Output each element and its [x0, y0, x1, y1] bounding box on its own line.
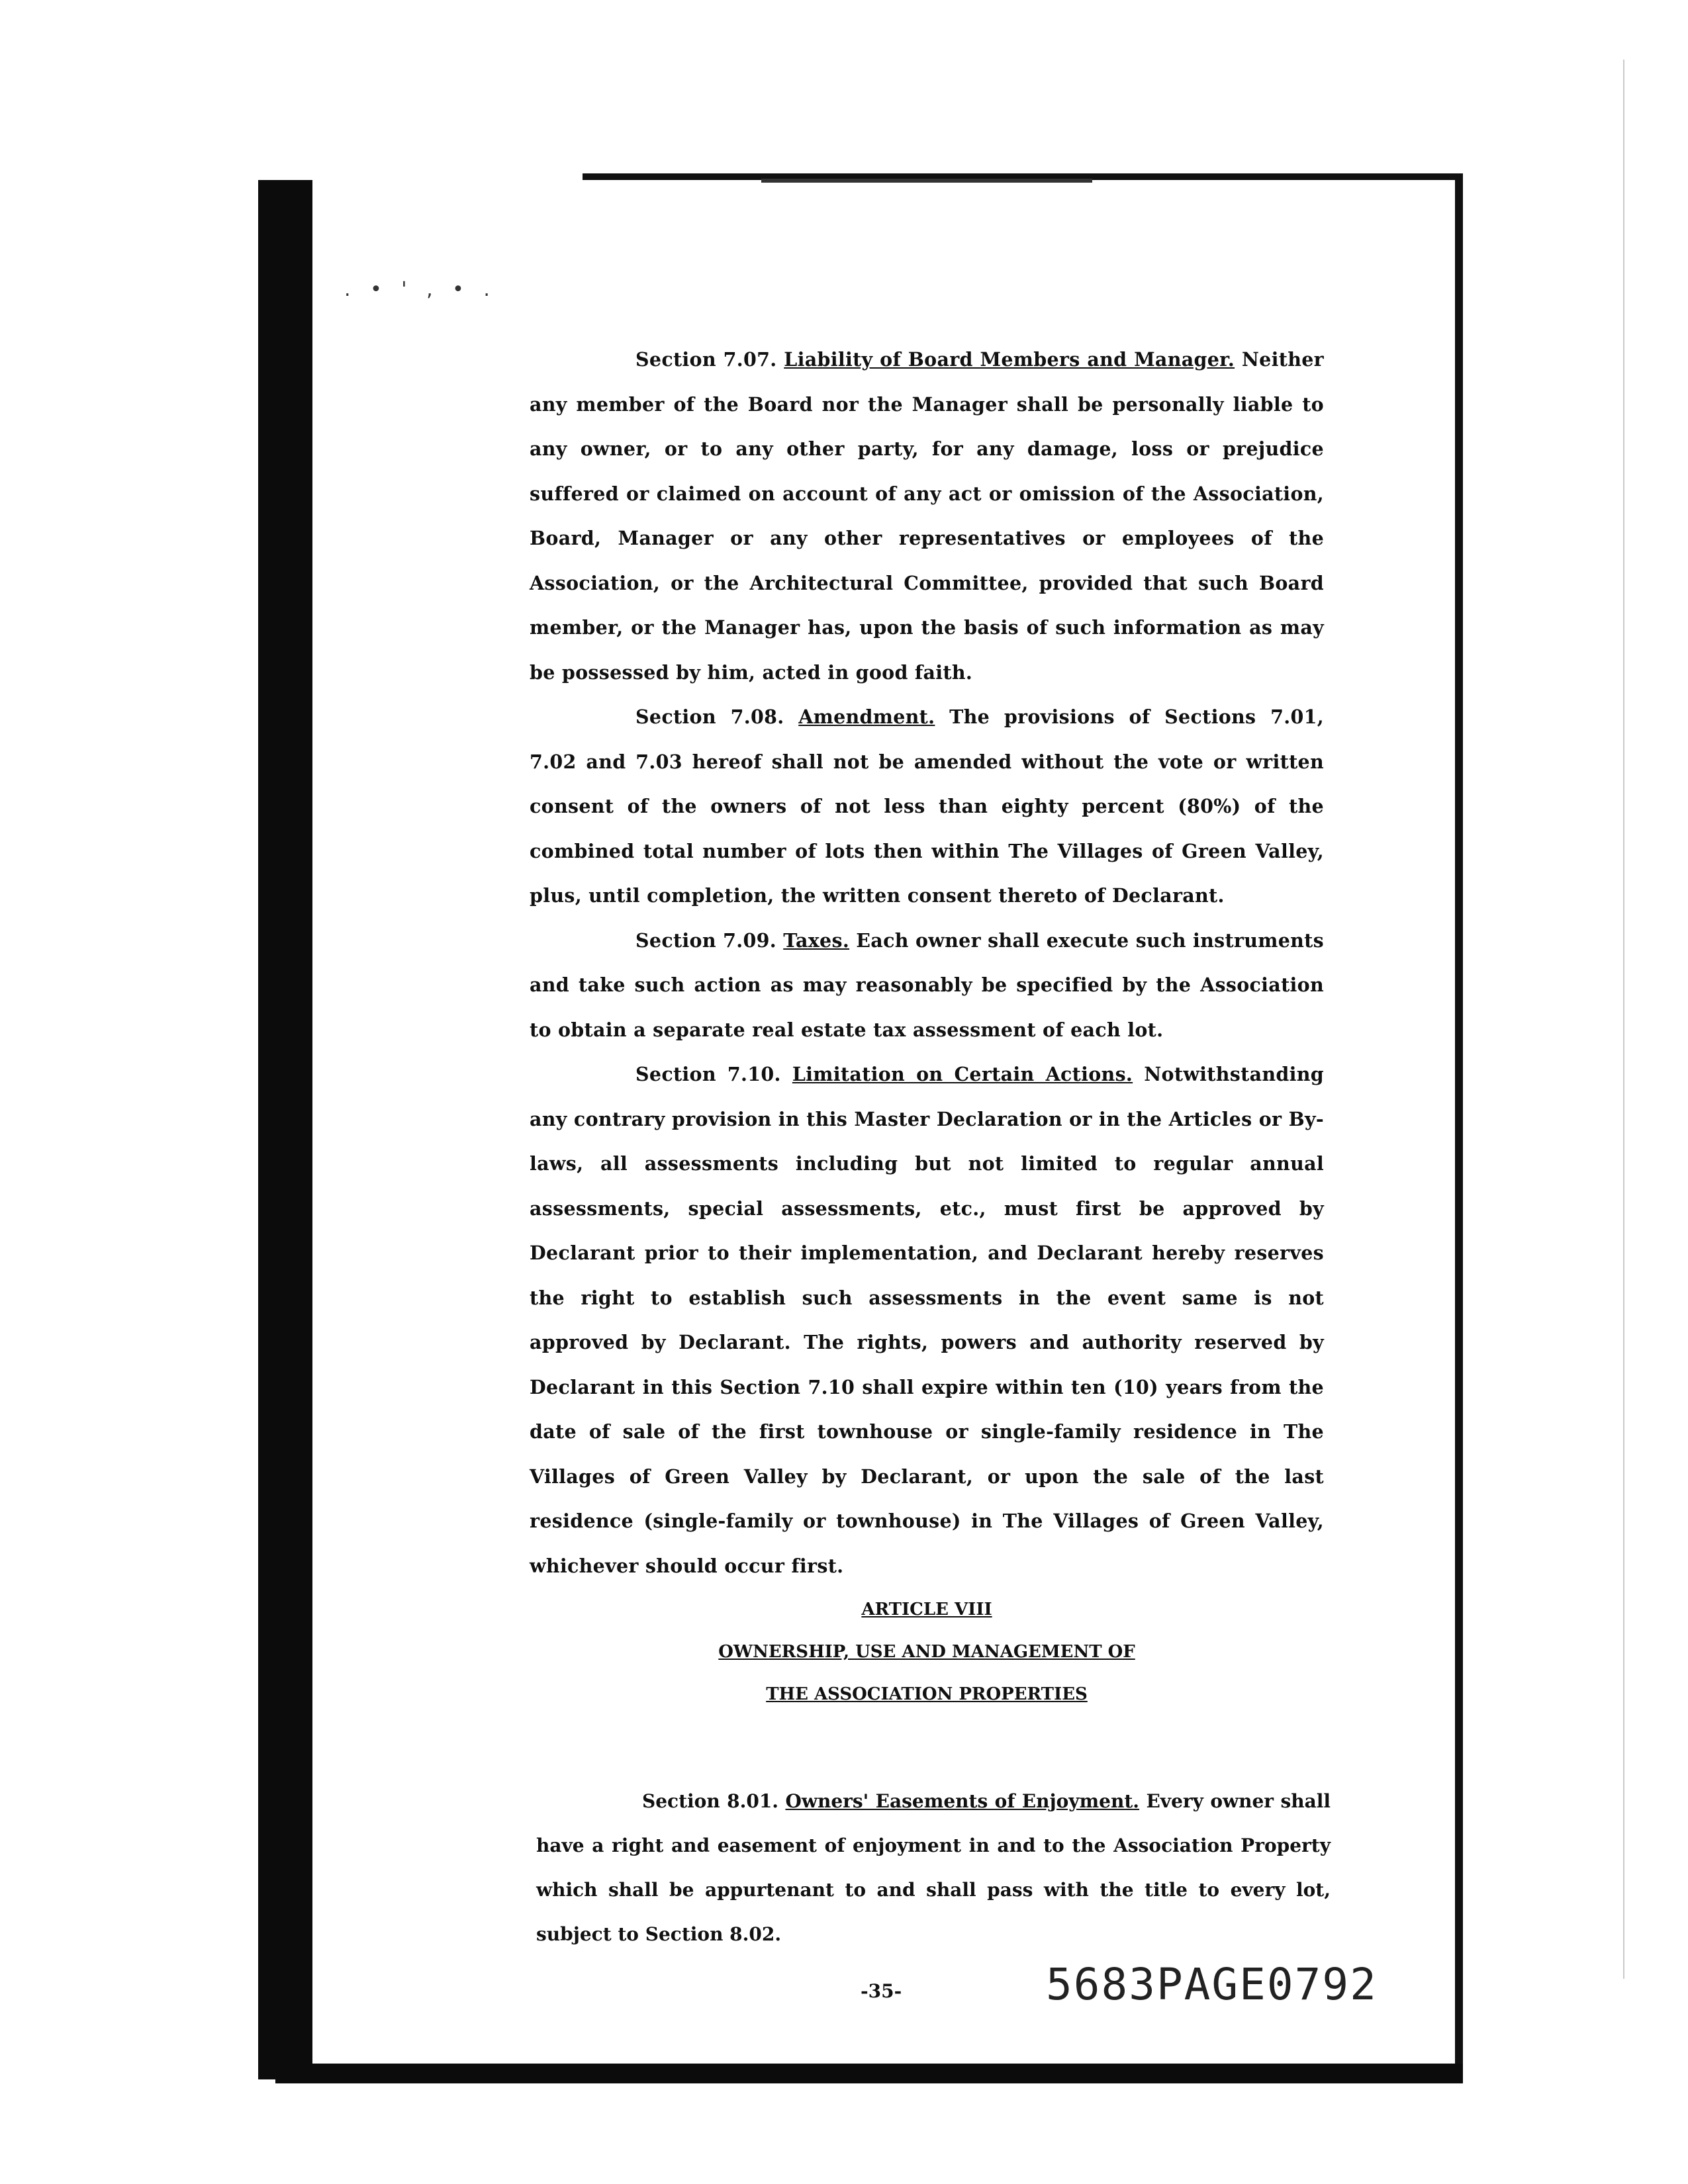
- stray-scan-marks: . • ' , • .: [344, 278, 496, 301]
- section-7-08: [530, 695, 1324, 919]
- section-number: Section 7.08.: [635, 705, 784, 728]
- section-8-01: [536, 1779, 1331, 1956]
- section-number: Section 8.01.: [642, 1790, 779, 1812]
- page-number: -35-: [861, 1980, 902, 2002]
- section-heading: Taxes.: [783, 929, 850, 952]
- section-body: Neither any member of the Board nor the Manager shall be personally liable to any owner, or to any other party, for any damage, loss or prejudice suffered or claimed on account of any act or omission of the Association, Board, Manager or any other representatives or employees of the Association, or the Architectural Committee, provided that such Board member, or the Manager has, upon the basis of such information as may be possessed by him, acted in good faith.: [530, 348, 1324, 684]
- section-7-09: [530, 919, 1324, 1053]
- article-heading: [530, 1588, 1324, 1715]
- section-number: Section 7.09.: [635, 929, 776, 952]
- section-7-10: [530, 1052, 1324, 1588]
- section-heading: Owners' Easements of Enjoyment.: [785, 1790, 1140, 1812]
- scan-edge-line: [1623, 60, 1624, 1979]
- photocopy-frame-bottom: [275, 2064, 1463, 2083]
- photocopy-frame-top-accent: [761, 179, 1092, 183]
- section-7-07: [530, 338, 1324, 695]
- article-title-line-1: OWNERSHIP, USE AND MANAGEMENT OF: [718, 1642, 1135, 1662]
- section-body: Every owner shall have a right and easement of enjoyment in and to the Association Property which shall be appurtenant to and shall pass with the title to every lot, subject to Section 8.02.: [536, 1790, 1331, 1945]
- section-number: Section 7.10.: [635, 1063, 781, 1085]
- book-page-stamp: 5683PAGE0792: [1046, 1959, 1378, 2010]
- body-text: [530, 338, 1324, 1588]
- section-heading: Liability of Board Members and Manager.: [784, 348, 1235, 371]
- section-body: Each owner shall execute such instruments and take such action as may reasonably be specified by the Association to obtain a separate real estate tax assessment of each lot.: [530, 929, 1324, 1041]
- article-number: ARTICLE VIII: [861, 1600, 992, 1619]
- section-body: The provisions of Sections 7.01, 7.02 and 7.03 hereof shall not be amended without the vote or written consent of the owners of not less than eighty percent (80%) of the combined total number of lots then within The Villages of Green Valley, plus, until completion, the written consent thereto of Declarant.: [530, 705, 1324, 907]
- section-body: Notwithstanding any contrary provision in this Master Declaration or in the Articles or By-laws, all assessments including but not limited to regular annual assessments, special assessments, etc., must first be approved by Declarant prior to their implementation, and Declarant hereby reserves the right to establish such assessments in the event same is not approved by Declarant. The rights, powers and authority reserved by Declarant in this Section 7.10 shall expire within ten (10) years from the date of sale of the first townhouse or single-family residence in The Villages of Green Valley by Declarant, or upon the sale of the last residence (single-family or townhouse) in The Villages of Green Valley, whichever should occur first.: [530, 1063, 1324, 1577]
- section-heading: Amendment.: [798, 705, 935, 728]
- section-heading: Limitation on Certain Actions.: [792, 1063, 1133, 1085]
- section-number: Section 7.07.: [635, 348, 777, 371]
- article-title-line-2: THE ASSOCIATION PROPERTIES: [766, 1684, 1088, 1704]
- section-8-01-paragraph: [536, 1779, 1331, 1956]
